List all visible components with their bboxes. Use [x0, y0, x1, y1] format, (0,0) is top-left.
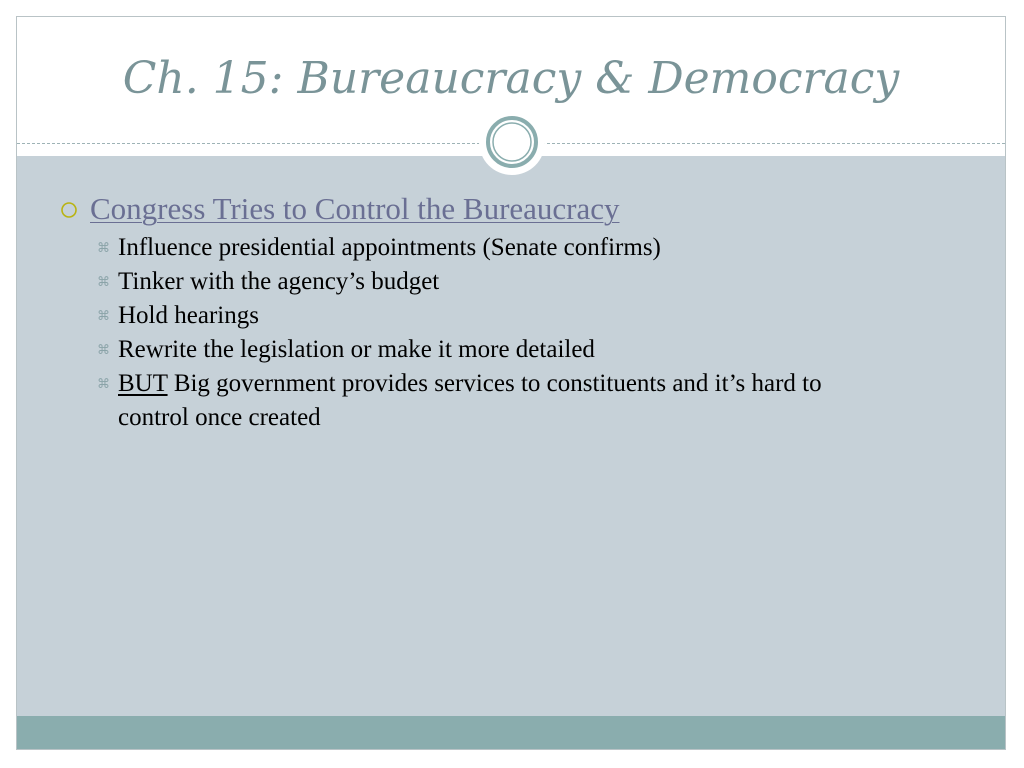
but-text: Big government provides services to constituents and it’s hard to control once created	[118, 370, 822, 431]
list-item-text	[118, 367, 838, 435]
hollow-circle-bullet-icon	[60, 190, 90, 229]
footer-band	[17, 716, 1005, 750]
list-item	[97, 299, 940, 333]
sub-bullet-list	[97, 231, 940, 435]
circle-ornament-icon	[479, 109, 545, 175]
slide-title: Ch. 15: Bureaucracy & Democracy	[122, 53, 900, 104]
list-item-text: Influence presidential appointments (Senate confirms)	[118, 234, 661, 261]
list-item-text: Hold hearings	[118, 302, 259, 329]
cross-bullet-icon: ⌘	[97, 376, 110, 391]
cross-bullet-icon: ⌘	[97, 240, 110, 255]
bullet-list	[60, 190, 940, 435]
list-item	[97, 231, 940, 265]
but-emphasis: BUT	[118, 370, 168, 397]
cross-bullet-icon: ⌘	[97, 274, 110, 289]
cross-bullet-icon: ⌘	[97, 342, 110, 357]
list-item	[97, 367, 940, 435]
list-item	[97, 333, 940, 367]
list-item-text: Rewrite the legislation or make it more detailed	[118, 336, 595, 363]
heading-link[interactable]: Congress Tries to Control the Bureaucracy	[90, 191, 620, 226]
level1-bullet	[60, 190, 940, 229]
list-item	[97, 265, 940, 299]
list-item-text: Tinker with the agency’s budget	[118, 268, 440, 295]
cross-bullet-icon: ⌘	[97, 308, 110, 323]
